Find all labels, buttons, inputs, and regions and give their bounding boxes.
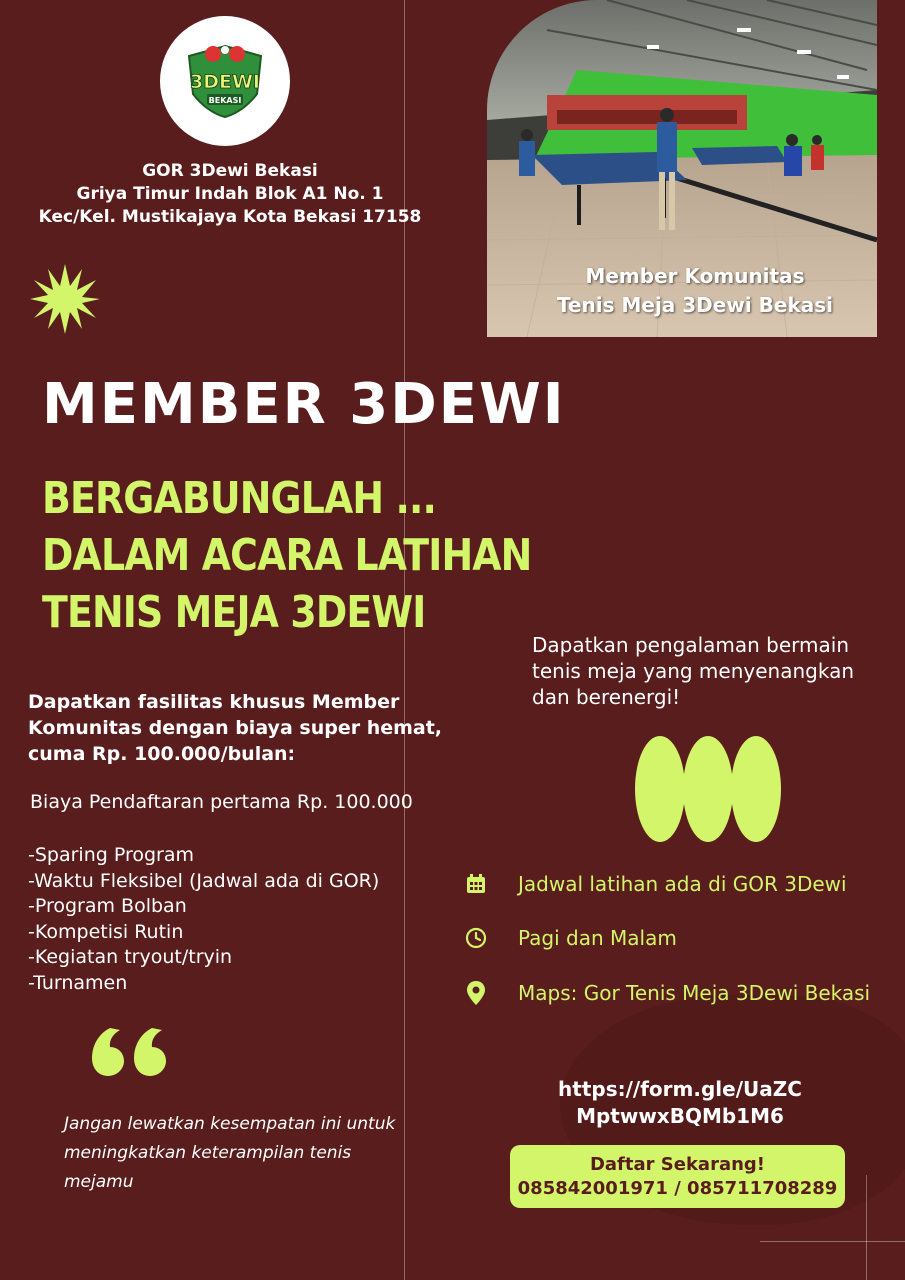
list-item: -Sparing Program [28,844,195,866]
form-link-line2: MptwwxBQMb1M6 [576,1104,784,1128]
logo-shield-icon [183,42,267,120]
cta-label: Daftar Sekarang! [589,1153,766,1175]
photo-caption-line2: Tenis Meja 3Dewi Bekasi [556,293,834,317]
info-location [463,978,871,1008]
page-title: MEMBER 3DEWI [42,372,566,437]
address-block [20,160,440,229]
quote-mark-icon [90,1020,174,1078]
svg-text:3DEWI: 3DEWI [190,71,260,93]
list-item: -Program Bolban [28,895,187,917]
calendar-icon [463,871,489,897]
list-item: -Kegiatan tryout/tryin [28,946,233,968]
info-schedule-text: Jadwal latihan ada di GOR 3Dewi [518,872,847,896]
photo-caption-line1: Member Komunitas [585,264,805,288]
form-link-line1: https://form.gle/UaZC [558,1077,802,1101]
address-district: Kec/Kel. Mustikajaya Kota Bekasi 17158 [38,207,422,227]
benefit-list [28,843,379,996]
info-time [463,923,677,953]
logo-badge [160,16,290,146]
headline-line3: TENIS MEJA 3DEWI [42,587,426,638]
guide-line-horizontal [760,1241,905,1242]
info-location-text: Maps: Gor Tenis Meja 3Dewi Bekasi [518,981,871,1005]
headline-line2: DALAM ACARA LATIHAN [42,530,532,581]
experience-text: Dapatkan pengalaman bermain tenis meja yang menyenangkan dan berenergi! [532,633,855,709]
headline-line1: BERGABUNGLAH ... [42,473,437,524]
address-street: Griya Timur Indah Blok A1 No. 1 [76,184,384,204]
map-pin-icon [463,980,489,1006]
clock-icon [463,925,489,951]
registration-fee: Biaya Pendaftaran pertama Rp. 100.000 [30,791,413,813]
registration-form-link[interactable] [520,1076,840,1130]
quote-text: Jangan lewatkan kesempatan ini untuk meningkatkan keterampilan tenis mejamu [64,1114,396,1192]
cta-phone-numbers: 085842001971 / 085711708289 [517,1177,838,1199]
list-item: -Turnamen [28,971,128,994]
list-item: -Kompetisi Rutin [28,920,184,943]
info-time-text: Pagi dan Malam [518,926,677,950]
svg-text:BEKASI: BEKASI [208,96,242,105]
headline [42,470,532,641]
register-now-button[interactable] [510,1145,845,1208]
gor-name: GOR 3Dewi Bekasi [142,161,318,181]
list-item: -Waktu Fleksibel (Jadwal ada di GOR) [28,869,380,892]
photo-caption [520,262,870,320]
decorative-ovals-icon [633,735,783,843]
info-schedule [463,869,847,899]
starburst-icon [28,262,102,336]
facility-intro: Dapatkan fasilitas khusus Member Komunitas dengan biaya super hemat, cuma Rp. 100.000/bulan: [28,691,443,765]
